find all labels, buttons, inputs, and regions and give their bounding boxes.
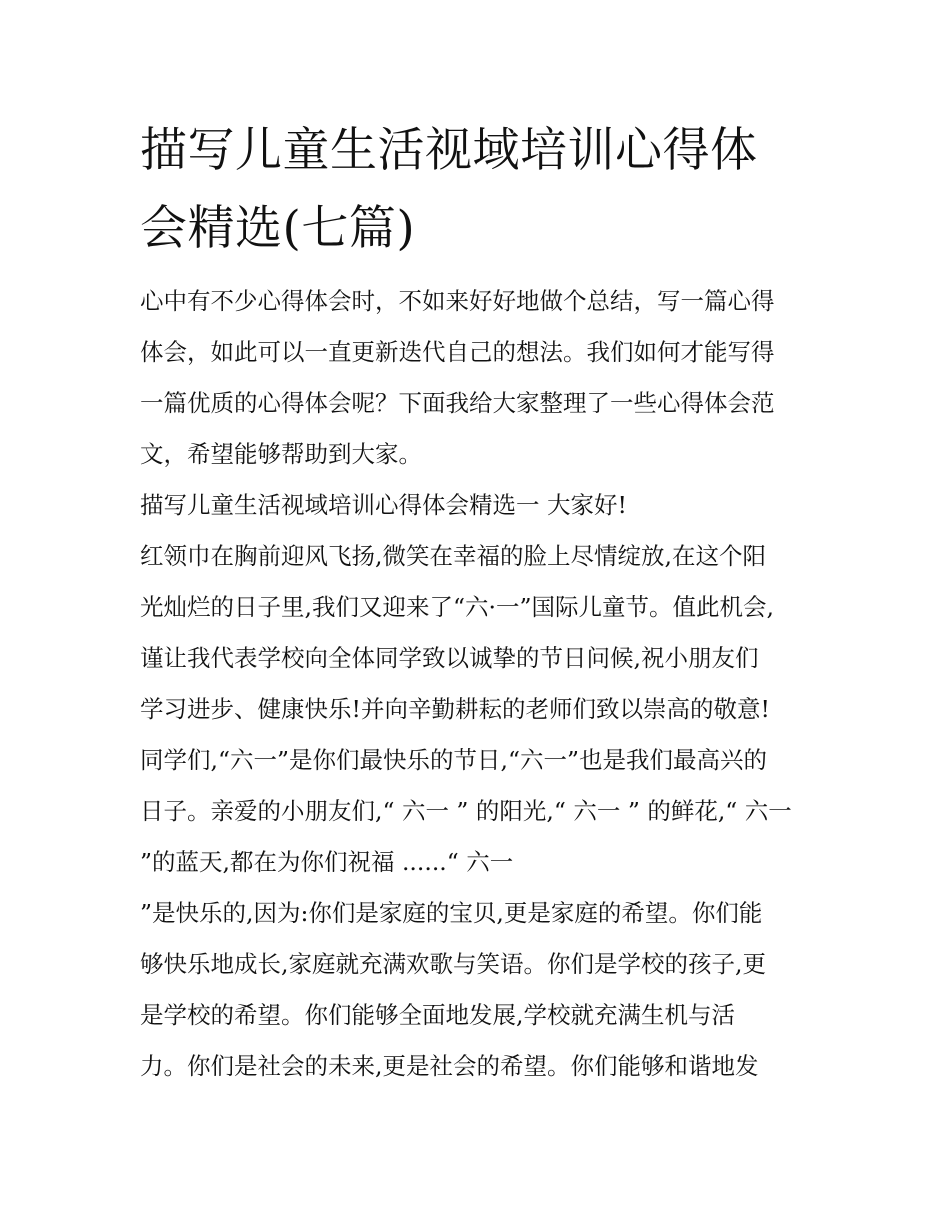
- body-line: 文，希望能够帮助到大家。: [140, 440, 422, 468]
- body-line: 谨让我代表学校向全体同学致以诚挚的节日问候,祝小朋友们: [140, 644, 759, 672]
- body-line: 力。你们是社会的未来,更是社会的希望。你们能够和谐地发: [140, 1052, 759, 1080]
- body-line: 够快乐地成长,家庭就充满欢歌与笑语。你们是学校的孩子,更: [140, 950, 766, 978]
- title-line-1: 描写儿童生活视域培训心得体: [140, 123, 758, 178]
- body-line: 日子。亲爱的小朋友们,“ 六一 ” 的阳光,“ 六一 ” 的鲜花,“ 六一: [140, 797, 792, 825]
- body-line: ”的蓝天,都在为你们祝福 ......“ 六一: [140, 848, 514, 876]
- body-line: 是学校的希望。你们能够全面地发展,学校就充满生机与活: [140, 1001, 735, 1029]
- body-line: 学习进步、健康快乐!并向辛勤耕耘的老师们致以崇高的敬意!: [140, 695, 770, 723]
- body-line: 一篇优质的心得体会呢？下面我给大家整理了一些心得体会范: [140, 389, 775, 417]
- document-body: [140, 276, 830, 1092]
- body-line: 体会，如此可以一直更新迭代自己的想法。我们如何才能写得: [140, 338, 775, 366]
- document-title: [140, 112, 830, 268]
- body-line: 同学们,“六一”是你们最快乐的节日,“六一”也是我们最高兴的: [140, 746, 767, 774]
- body-line: 红领巾在胸前迎风飞扬,微笑在幸福的脸上尽情绽放,在这个阳: [140, 542, 766, 570]
- body-line: 心中有不少心得体会时，不如来好好地做个总结，写一篇心得: [140, 287, 775, 315]
- body-line: 光灿烂的日子里,我们又迎来了“六·一”国际儿童节。值此机会,: [140, 593, 774, 621]
- title-line-2: 会精选(七篇): [140, 201, 416, 256]
- body-line: ”是快乐的,因为:你们是家庭的宝贝,更是家庭的希望。你们能: [140, 899, 763, 927]
- section-heading: 描写儿童生活视域培训心得体会精选一 大家好!: [140, 491, 627, 519]
